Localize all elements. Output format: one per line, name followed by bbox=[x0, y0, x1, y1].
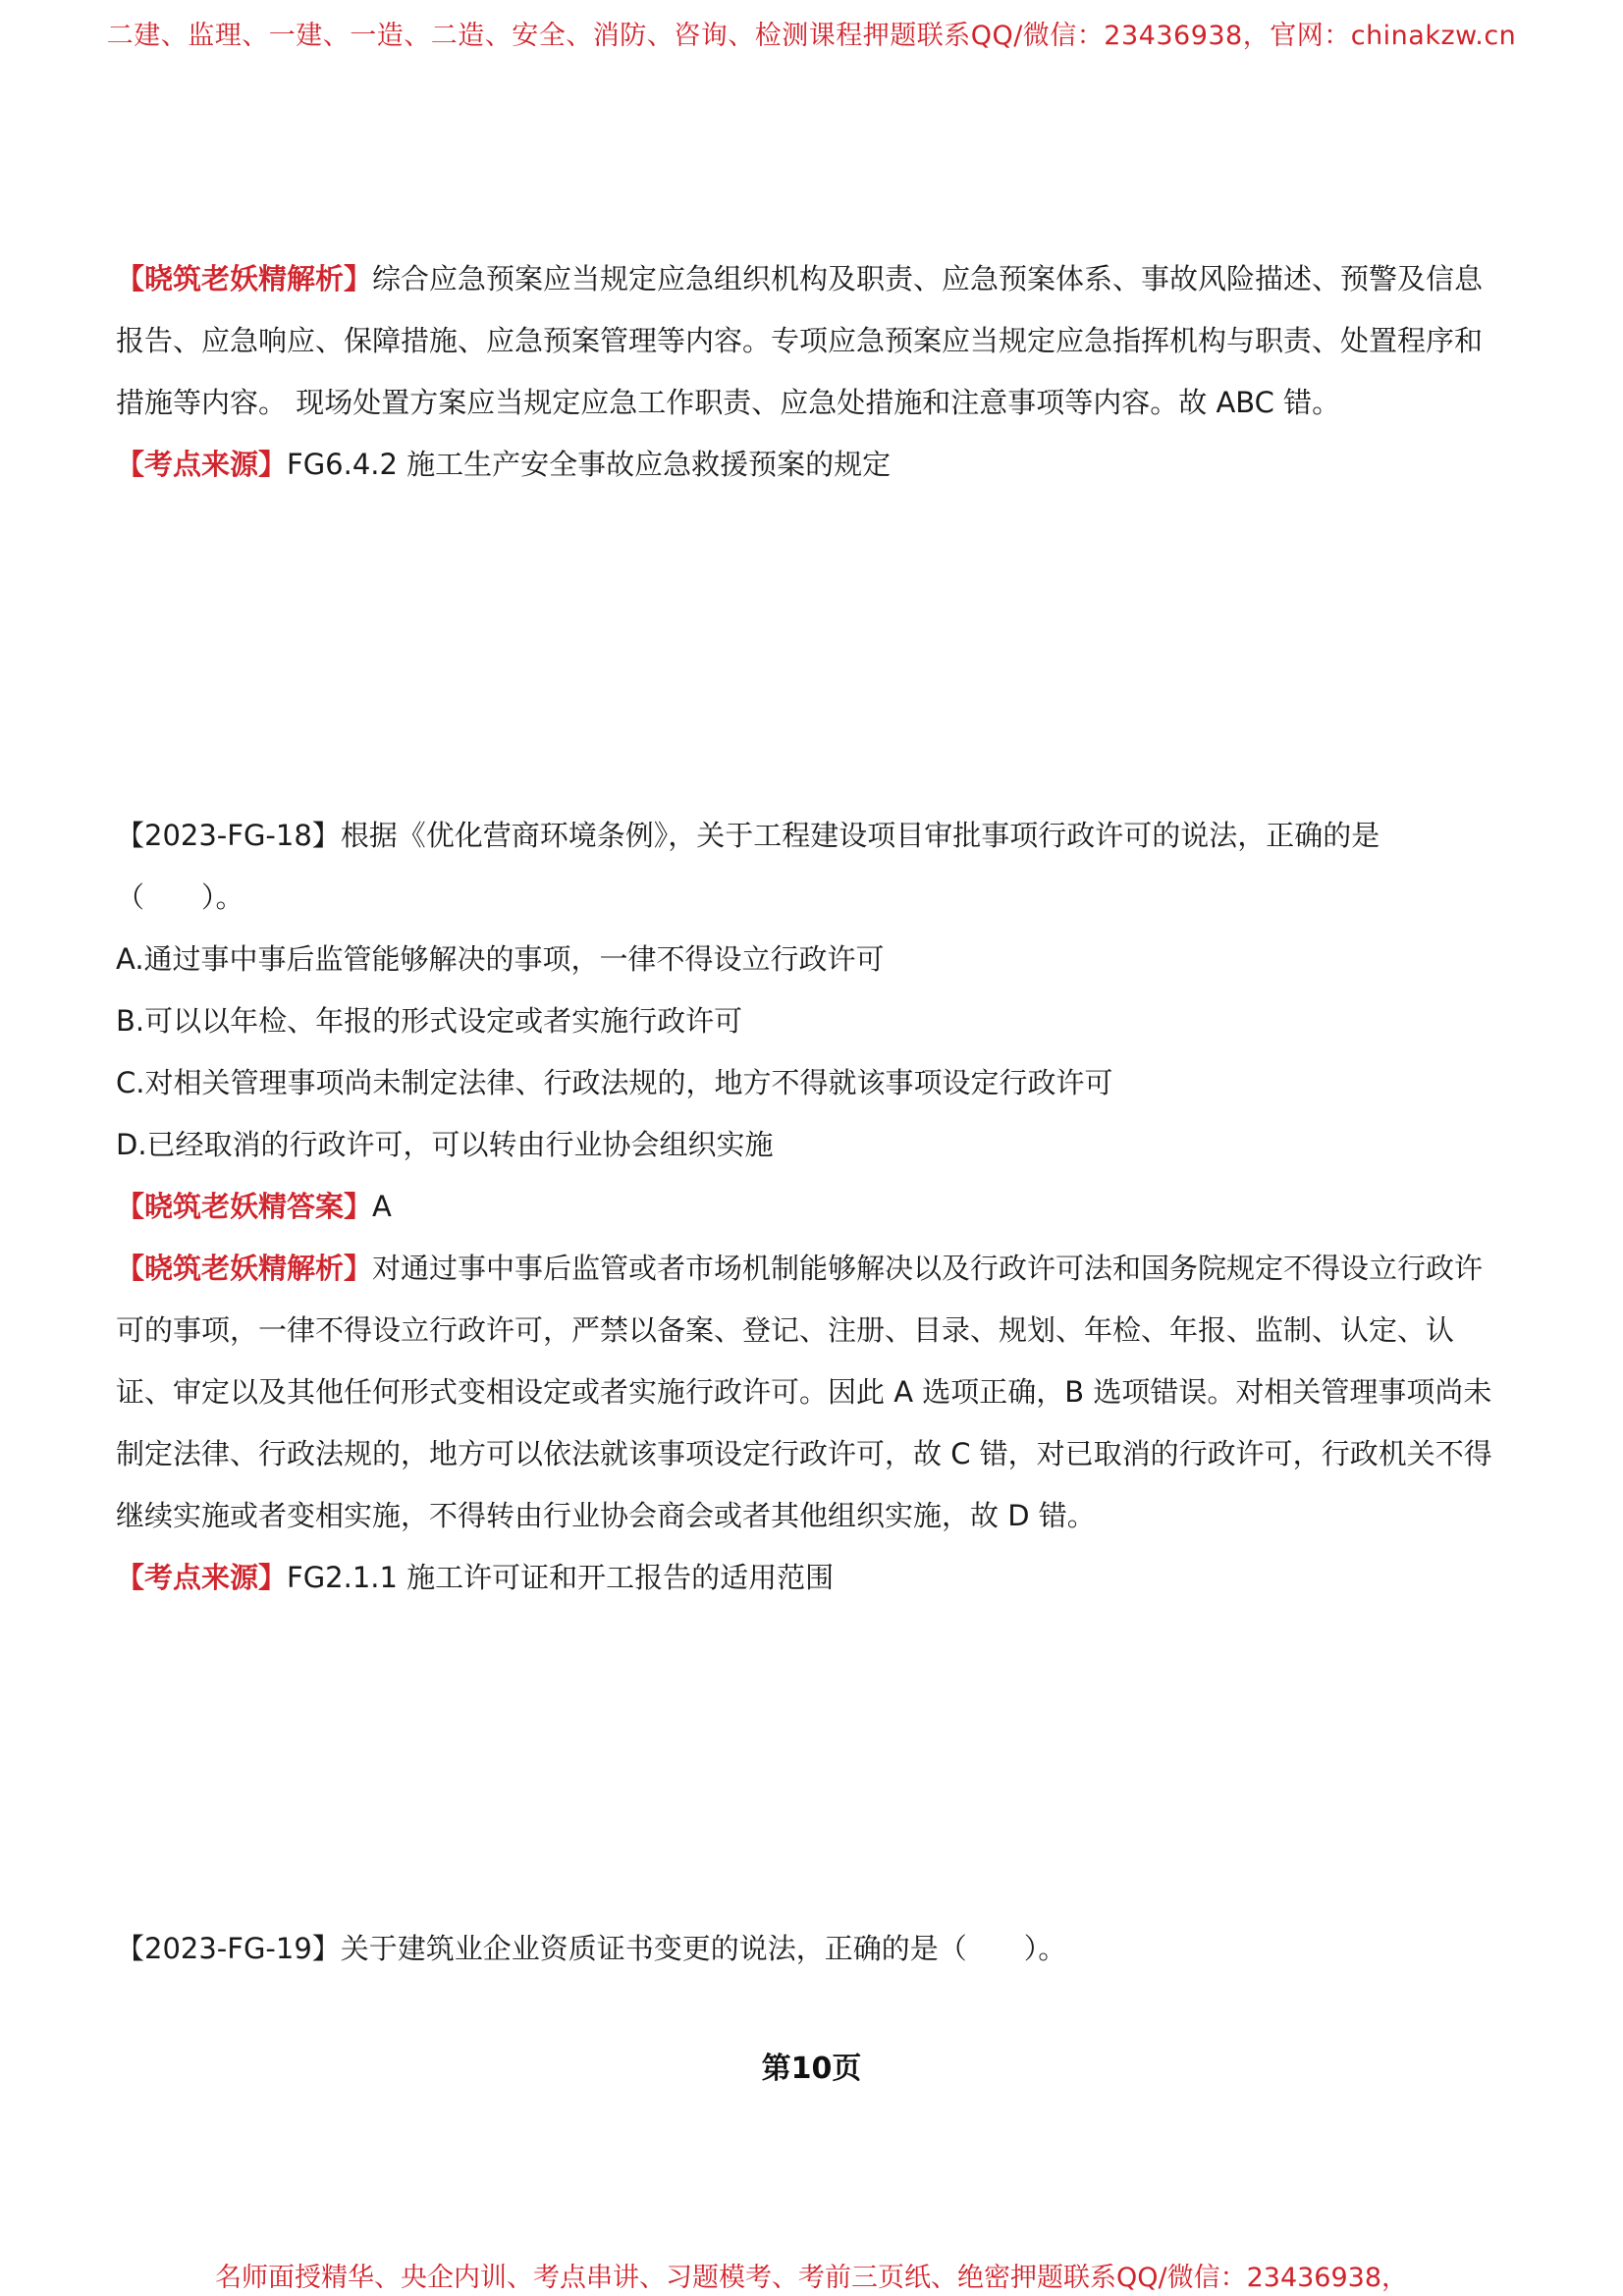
analysis-line: 措施等内容。 现场处置方案应当规定应急工作职责、应急处措施和注意事项等内容。故 ABC 错。 bbox=[116, 386, 1341, 419]
page-header: 二建、监理、一建、一造、二造、安全、消防、咨询、检测课程押题联系QQ/微信：23436938，官网：chinakzw.cn bbox=[106, 21, 1517, 51]
source-line: 【考点来源】FG6.4.2 施工生产安全事故应急救援预案的规定 bbox=[116, 448, 892, 481]
option-d: D.已经取消的行政许可，可以转由行业协会组织实施 bbox=[116, 1128, 774, 1161]
source-label: 【考点来源】 bbox=[116, 448, 288, 481]
source-label: 【考点来源】 bbox=[116, 1561, 288, 1594]
analysis-block-previous bbox=[116, 248, 1510, 496]
source-line: 【考点来源】FG2.1.1 施工许可证和开工报告的适用范围 bbox=[116, 1561, 835, 1594]
analysis-line: 【晓筑老妖精解析】对通过事中事后监管或者市场机制能够解决以及行政许可法和国务院规定不得设立行政许 bbox=[116, 1252, 1484, 1285]
answer-line bbox=[116, 1176, 1510, 1238]
option-c: C.对相关管理事项尚未制定法律、行政法规的，地方不得就该事项设定行政许可 bbox=[116, 1066, 1113, 1099]
analysis-line: 继续实施或者变相实施，不得转由行业协会商会或者其他组织实施，故 D 错。 bbox=[116, 1499, 1096, 1532]
page-footer: 名师面授精华、央企内训、考点串讲、习题模考、考前三页纸、绝密押题联系QQ/微信：23436938， bbox=[214, 2263, 1409, 2293]
answer-value: A bbox=[372, 1190, 392, 1223]
analysis-label: 【晓筑老妖精解析】 bbox=[116, 1252, 373, 1285]
analysis-line: 报告、应急响应、保障措施、应急预案管理等内容。专项应急预案应当规定应急指挥机构与职责、处置程序和 bbox=[116, 324, 1484, 357]
answer-label: 【晓筑老妖精答案】 bbox=[116, 1190, 373, 1223]
question-stem: 【2023-FG-19】关于建筑业企业资质证书变更的说法，正确的是（ ）。 bbox=[116, 1932, 1067, 1965]
question-19 bbox=[116, 1918, 1510, 1980]
question-stem: 【2023-FG-18】根据《优化营商环境条例》，关于工程建设项目审批事项行政许可的说法，正确的是 bbox=[116, 819, 1380, 852]
question-stem-cont: （ ）。 bbox=[116, 881, 244, 914]
option-b: B.可以以年检、年报的形式设定或者实施行政许可 bbox=[116, 1004, 743, 1038]
analysis-label: 【晓筑老妖精解析】 bbox=[116, 262, 373, 295]
page-number: 第10页 bbox=[761, 2052, 862, 2086]
analysis-line: 制定法律、行政法规的，地方可以依法就该事项设定行政许可，故 C 错，对已取消的行政许可，行政机关不得 bbox=[116, 1437, 1492, 1470]
analysis-line: 证、审定以及其他任何形式变相设定或者实施行政许可。因此 A 选项正确，B 选项错误。对相关管理事项尚未 bbox=[116, 1375, 1492, 1409]
analysis-line: 【晓筑老妖精解析】综合应急预案应当规定应急组织机构及职责、应急预案体系、事故风险描述、预警及信息 bbox=[116, 262, 1484, 295]
analysis-line: 可的事项，一律不得设立行政许可，严禁以备案、登记、注册、目录、规划、年检、年报、监制、认定、认 bbox=[116, 1313, 1455, 1347]
question-18 bbox=[116, 805, 1510, 1609]
option-a: A.通过事中事后监管能够解决的事项，一律不得设立行政许可 bbox=[116, 942, 885, 976]
